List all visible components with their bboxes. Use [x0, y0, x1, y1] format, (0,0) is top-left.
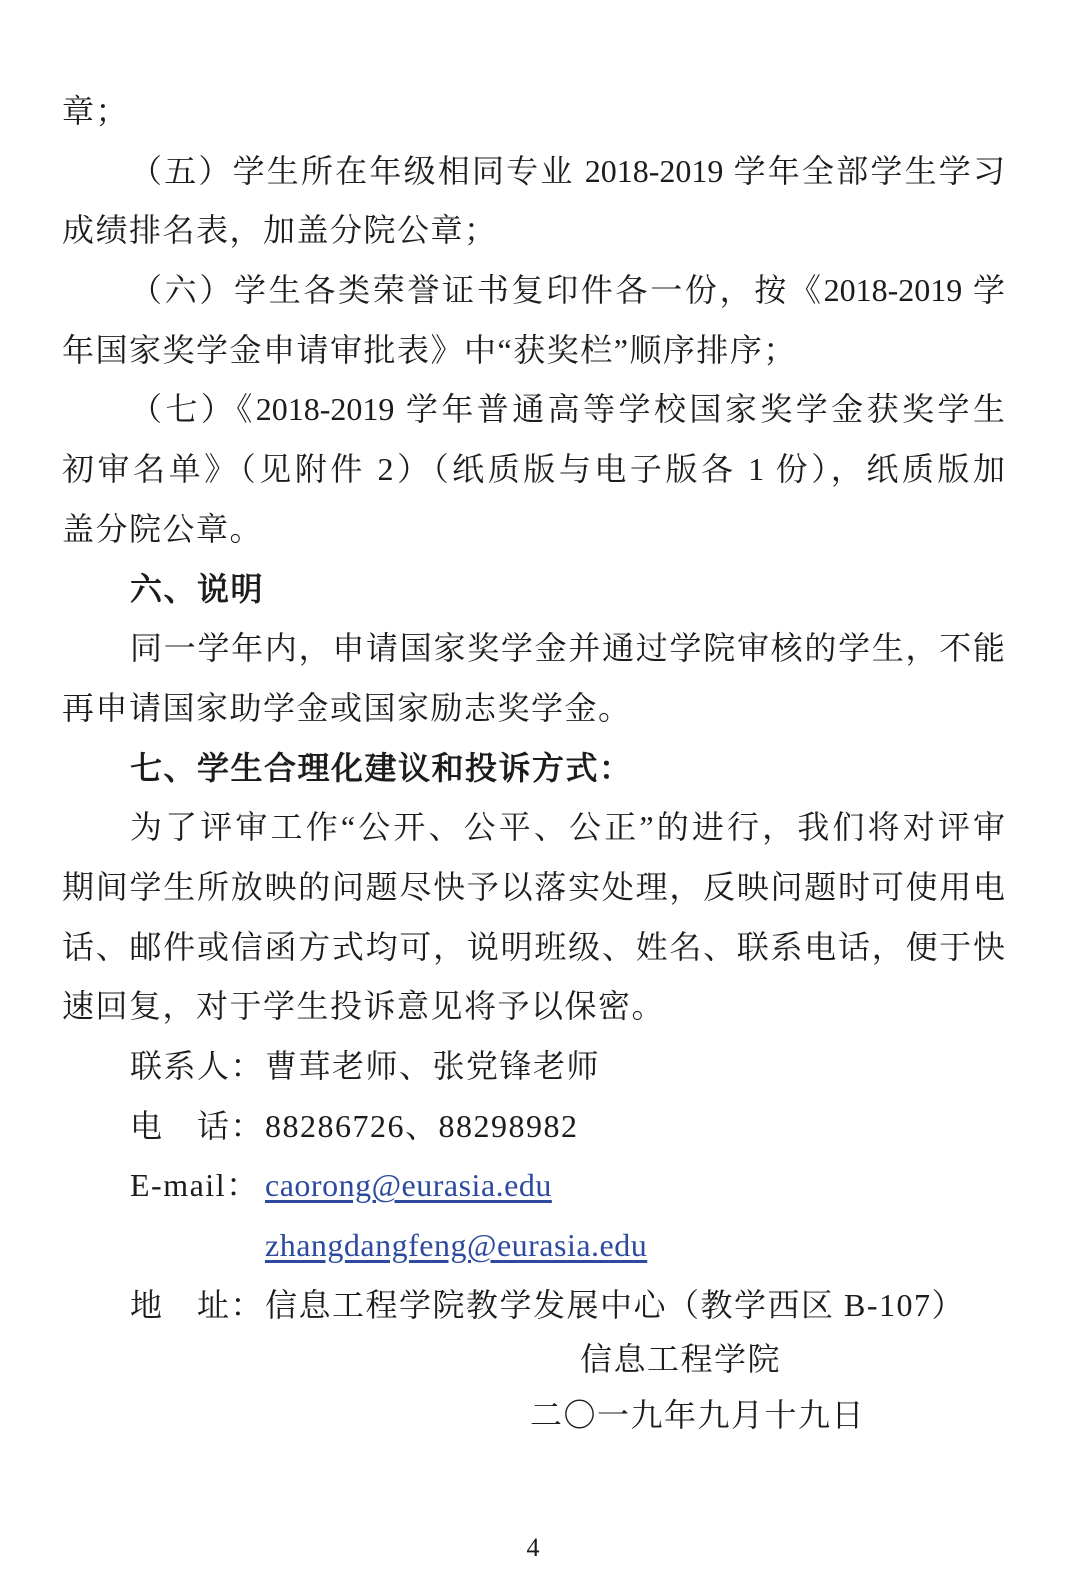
signature-org: 信息工程学院: [580, 1341, 782, 1377]
section-6-line-2: 再申请国家助学金或国家励志奖学金。: [62, 689, 632, 726]
contact-phone-row: [130, 1097, 1005, 1157]
contact-email-row: [130, 1156, 1005, 1216]
section-7-line-4: 速回复，对于学生投诉意见将予以保密。: [62, 988, 666, 1025]
section-7-line-2: 期间学生所放映的问题尽快予以落实处理，反映问题时可使用电: [62, 868, 1005, 905]
email-link-zhangdangfeng[interactable]: zhangdangfeng@eurasia.edu: [265, 1227, 648, 1264]
item-6-line-2: 年国家奖学金申请审批表》中“获奖栏”顺序排序；: [62, 331, 797, 368]
item-5-line-1: （五）学生所在年级相同专业 2018-2019 学年全部学生学习: [130, 152, 1005, 189]
continued-line: 章；: [62, 93, 130, 129]
item-6-line-1: （六）学生各类荣誉证书复印件各一份，按《2018-2019 学: [130, 272, 1005, 309]
contact-address-label: 地 址：: [130, 1286, 265, 1323]
section-6-heading: 六、说明: [130, 570, 265, 607]
section-7-line-1: 为了评审工作“公开、公平、公正”的进行，我们将对评审: [130, 809, 1005, 846]
contact-email-label: E-mail：: [130, 1167, 260, 1204]
contact-phone-value: 88286726、88298982: [265, 1107, 579, 1144]
section-6-line-1: 同一学年内，申请国家奖学金并通过学院审核的学生，不能: [130, 630, 1005, 667]
contact-address-value: 信息工程学院教学发展中心（教学西区 B-107）: [265, 1286, 966, 1323]
item-5-line-2: 成绩排名表，加盖分院公章；: [62, 212, 498, 249]
section-7-heading: 七、学生合理化建议和投诉方式：: [130, 749, 633, 786]
document-body: [0, 82, 1072, 1335]
signature-date: 二〇一九年九月十九日: [530, 1397, 866, 1433]
email-link-caorong[interactable]: caorong@eurasia.edu: [265, 1167, 552, 1204]
item-7-line-1: （七）《2018-2019 学年普通高等学校国家奖学金获奖学生: [130, 391, 1005, 428]
contact-person-row: [130, 1037, 1005, 1097]
contact-address-row: [130, 1276, 1005, 1336]
contact-person-label: 联系人：: [130, 1048, 265, 1084]
section-7-line-3: 话、邮件或信函方式均可，说明班级、姓名、联系电话，便于快: [62, 928, 1005, 965]
contact-email-row-2: [265, 1216, 1025, 1276]
contact-person-value: 曹茸老师、张党锋老师: [265, 1048, 601, 1084]
page-number: 4: [526, 1533, 540, 1562]
item-7-line-3: 盖分院公章。: [62, 510, 264, 547]
contact-phone-label: 电 话：: [130, 1107, 265, 1144]
item-7-line-2: 初审名单》（见附件 2）（纸质版与电子版各 1 份），纸质版加: [62, 451, 1005, 488]
